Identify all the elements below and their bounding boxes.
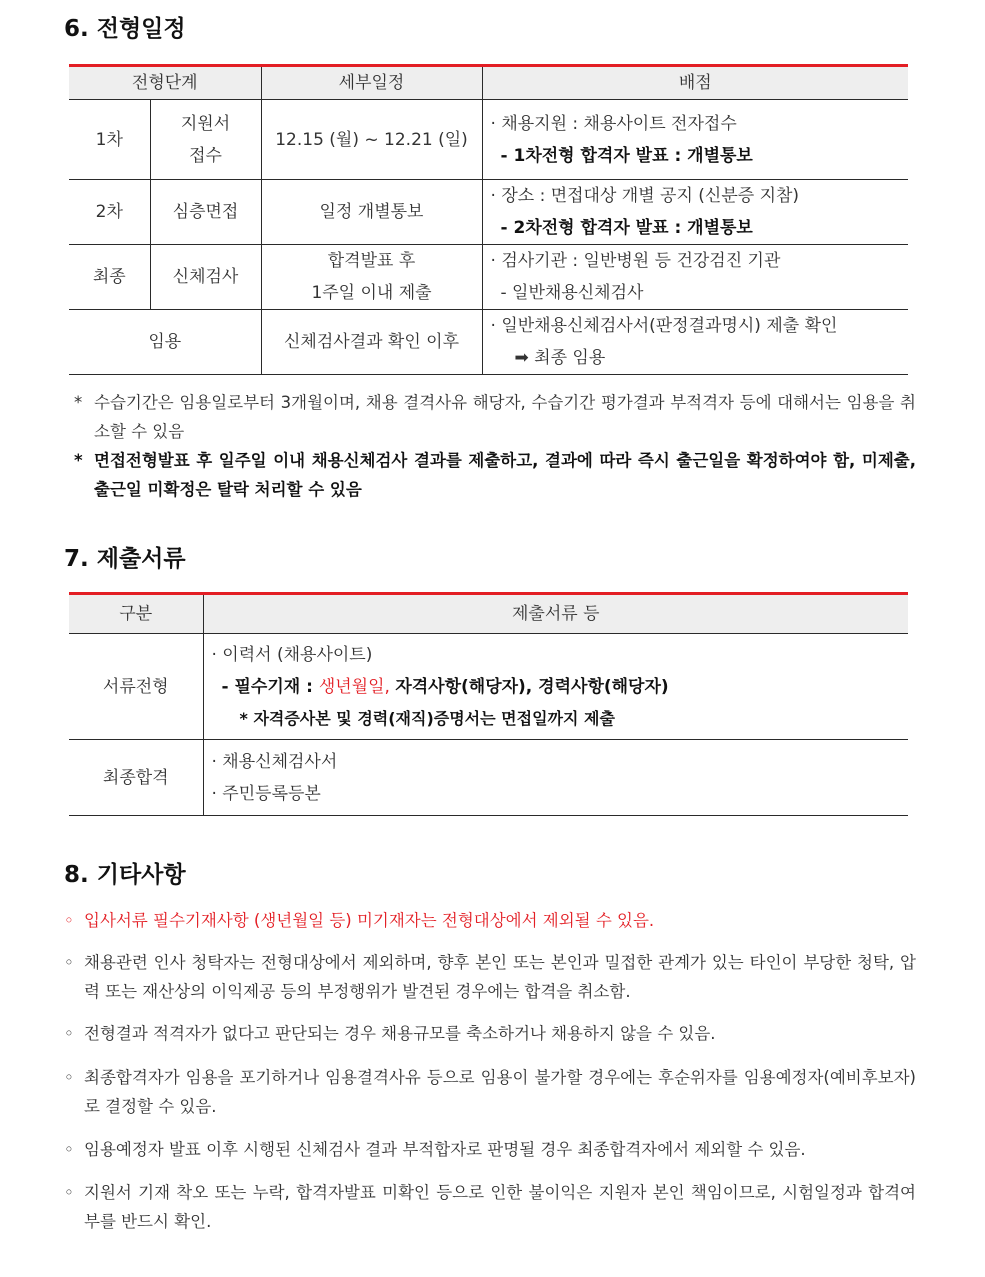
header-category: 구분: [69, 594, 203, 634]
bullet-icon: ◦: [64, 1140, 74, 1159]
detail-line: - 일반채용신체검사: [500, 283, 644, 303]
required-prefix: - 필수기재 :: [221, 676, 319, 697]
section-7-title: 7. 제출서류: [64, 546, 186, 572]
note-text: 면접전형발표 후 일주일 이내 채용신체검사 결과를 제출하고, 결과에 따라 즉시 출근일을 확정하여야 함, 미제출, 출근일 미확정은 탈락 처리할 수 있음: [94, 451, 916, 499]
document-line: · 채용신체검사서: [211, 751, 338, 772]
note-mark: *: [74, 393, 83, 412]
table-header-row: [69, 66, 908, 100]
table-row: [69, 310, 908, 375]
detail-cell: [482, 180, 908, 245]
bullet-icon: ◦: [64, 1068, 74, 1087]
item-text: 지원서 기재 착오 또는 누락, 합격자발표 미확인 등으로 인한 불이익은 지원자 본인 책임이므로, 시험일정과 합격여부를 반드시 확인.: [84, 1183, 916, 1231]
document-line: · 이력서 (채용사이트): [211, 644, 373, 665]
header-documents: 제출서류 등: [203, 594, 908, 634]
substage-line: 지원서: [180, 113, 231, 134]
schedule-line: 합격발표 후: [327, 251, 416, 271]
document-line: [212, 671, 909, 703]
note-item: [74, 388, 916, 446]
item-text: 입사서류 필수기재사항 (생년월일 등) 미기재자는 전형대상에서 제외될 수 있음.: [84, 911, 655, 930]
detail-cell: [482, 310, 908, 375]
detail-line: - 1차전형 합격자 발표 : 개별통보: [500, 145, 753, 166]
schedule-cell: 일정 개별통보: [261, 180, 482, 245]
list-item: [64, 1135, 916, 1164]
bullet-icon: ◦: [64, 1183, 74, 1202]
detail-line: - 2차전형 합격자 발표 : 개별통보: [500, 218, 753, 238]
document-line: · 주민등록등본: [211, 783, 321, 804]
stage-cell: 임용: [69, 310, 261, 375]
substage-cell: [150, 100, 261, 180]
header-detail: 배점: [482, 66, 908, 100]
schedule-cell: 12.15 (월) ~ 12.21 (일): [261, 100, 482, 180]
list-item: [64, 1178, 916, 1236]
schedule-cell: [261, 245, 482, 310]
detail-line: ➡ 최종 임용: [514, 348, 606, 368]
category-cell: 최종합격: [69, 740, 203, 816]
category-cell: 서류전형: [69, 634, 203, 740]
note-mark: *: [74, 451, 83, 470]
detail-line: · 장소 : 면접대상 개별 공지 (신분증 지참): [490, 186, 800, 206]
table-row: [69, 100, 908, 180]
table-row: [69, 634, 908, 740]
schedule-cell: 신체검사결과 확인 이후: [261, 310, 482, 375]
item-text: 전형결과 적격자가 없다고 판단되는 경우 채용규모를 축소하거나 채용하지 않을 수 있음.: [84, 1024, 716, 1043]
required-birthdate: 생년월일,: [318, 676, 396, 697]
list-item: [64, 1019, 916, 1048]
stage-cell: 1차: [69, 100, 150, 180]
detail-line: · 채용지원 : 채용사이트 전자접수: [490, 113, 737, 134]
note-item-important: [74, 446, 916, 504]
list-item: [64, 1063, 916, 1121]
schedule-notes: [74, 388, 916, 504]
document-note: * 자격증사본 및 경력(재직)증명서는 면접일까지 제출: [239, 708, 615, 728]
table-header-row: [69, 594, 908, 634]
bullet-icon: ◦: [64, 953, 74, 972]
header-stage: 전형단계: [69, 66, 261, 100]
detail-cell: [482, 100, 908, 180]
table-row: [69, 180, 908, 245]
table-row: [69, 245, 908, 310]
detail-line: · 검사기관 : 일반병원 등 건강검진 기관: [490, 251, 781, 271]
substage-cell: 신체검사: [150, 245, 261, 310]
section-8-title: 8. 기타사항: [64, 862, 186, 888]
substage-line: 접수: [189, 145, 222, 166]
documents-cell: [203, 634, 908, 740]
item-text: 최종합격자가 임용을 포기하거나 임용결격사유 등으로 임용이 불가할 경우에는 후순위자를 임용예정자(예비후보자)로 결정할 수 있음.: [84, 1068, 916, 1116]
table-row: [69, 740, 908, 816]
stage-cell: 2차: [69, 180, 150, 245]
list-item: [64, 906, 916, 935]
note-text: 수습기간은 임용일로부터 3개월이며, 채용 결격사유 해당자, 수습기간 평가결과 부적격자 등에 대해서는 임용을 취소할 수 있음: [94, 393, 916, 441]
substage-cell: 심층면접: [150, 180, 261, 245]
detail-cell: [482, 245, 908, 310]
item-text: 채용관련 인사 청탁자는 전형대상에서 제외하며, 향후 본인 또는 본인과 밀접한 관계가 있는 타인이 부당한 청탁, 압력 또는 재산상의 이익제공 등의 부정행위가 발견된 경우에는 합격을 취소함.: [84, 953, 916, 1001]
stage-cell: 최종: [69, 245, 150, 310]
item-text: 임용예정자 발표 이후 시행된 신체검사 결과 부적합자로 판명될 경우 최종합격자에서 제외할 수 있음.: [84, 1140, 806, 1159]
required-rest: 자격사항(해당자), 경력사항(해당자): [395, 676, 669, 697]
list-item: [64, 948, 916, 1006]
detail-line: · 일반채용신체검사서(판정결과명시) 제출 확인: [490, 316, 838, 336]
bullet-icon: ◦: [64, 1024, 74, 1043]
section-6-title: 6. 전형일정: [64, 16, 186, 42]
header-schedule: 세부일정: [261, 66, 482, 100]
documents-table: [69, 592, 908, 816]
bullet-icon: ◦: [64, 911, 74, 930]
schedule-table: [69, 64, 908, 375]
documents-cell: [203, 740, 908, 816]
schedule-line: 1주일 이내 제출: [311, 283, 432, 303]
